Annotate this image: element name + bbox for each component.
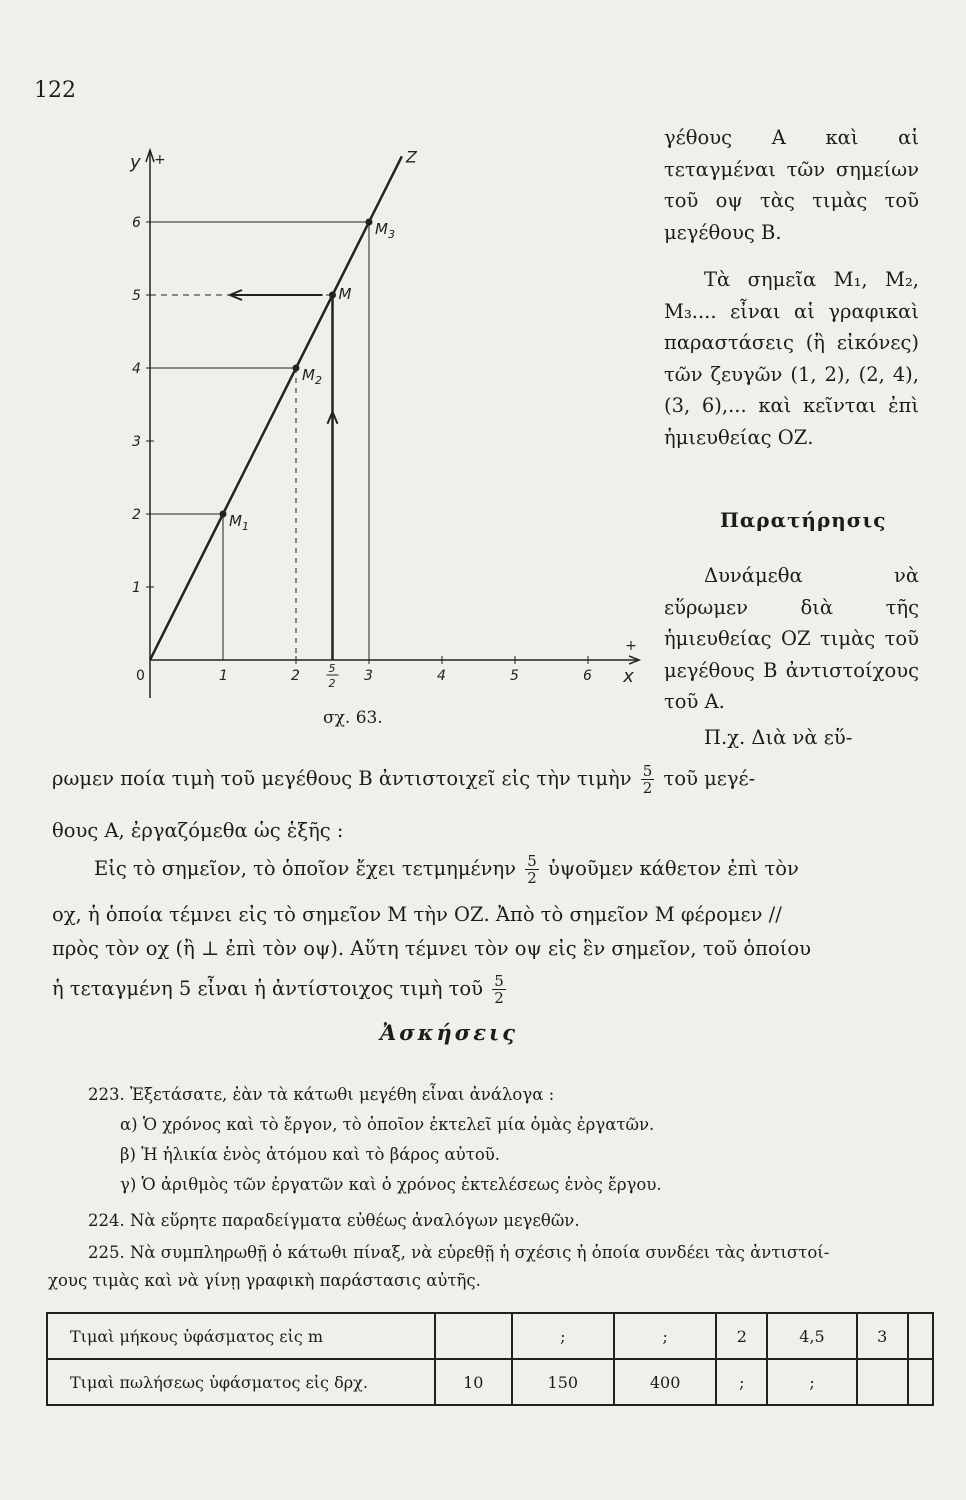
table-row-label: Τιμαὶ πωλήσεως ὑφάσματος εἰς δρχ. <box>47 1359 435 1405</box>
table-row <box>47 1313 933 1359</box>
main-line-6-text: ἡ τεταγμένη 5 εἶναι ἡ ἀντίστοιχος τιμὴ τοῦ <box>52 977 483 1000</box>
main-line-2: θους Α, ἐργαζόμεθα ὡς ἑξῆς : <box>52 819 344 842</box>
x-tick-label: 1 <box>219 668 228 684</box>
x-frac-den: 2 <box>328 677 336 690</box>
main-line-3 <box>94 852 934 886</box>
main-line-3-end: ὑψοῦμεν κάθετον ἐπὶ τὸν <box>547 857 799 880</box>
main-line-4: οχ, ἡ ὁποία τέμνει εἰς τὸ σημεῖον Μ τὴν ΟΖ. Ἀπὸ τὸ σημεῖον Μ φέρομεν // <box>52 903 782 926</box>
side-text <box>664 122 919 453</box>
fraction-5-2: $\frac{5}{2}$ <box>494 972 504 1007</box>
x-axis-plus: + <box>625 638 637 654</box>
origin-label: 0 <box>136 668 145 684</box>
observation-paragraph: Δυνάμεθα νὰ εὕρωμεν διὰ τῆς ἡμιευθείας ΟΖ τιμὰς τοῦ μεγέθους Β ἀντιστοίχους τοῦ Α. <box>664 564 919 713</box>
fraction-5-2: $\frac{5}{2}$ <box>642 762 653 797</box>
x-tick-label: 5 <box>510 668 519 684</box>
exercise-224: 224. Νὰ εὕρητε παραδείγματα εὐθέως ἀναλόγων μεγεθῶν. <box>88 1211 580 1230</box>
point-marker <box>330 292 336 298</box>
point-label: $M_2$ <box>302 366 322 387</box>
table-cell: 2 <box>716 1313 767 1359</box>
table-cell: 3 <box>857 1313 908 1359</box>
y-tick-label: 2 <box>132 507 141 523</box>
figure-graph <box>60 140 660 710</box>
fraction-5-2: $\frac{5}{2}$ <box>527 852 537 887</box>
table-cell <box>857 1359 908 1405</box>
x-tick-label: 2 <box>291 668 300 684</box>
table-cell: 10 <box>435 1359 512 1405</box>
table-cell <box>435 1313 512 1359</box>
exercise-223: 223. Ἐξετάσατε, ἐὰν τὰ κάτωθι μεγέθη εἶναι ἀνάλογα : <box>88 1085 555 1104</box>
main-line-1-end: τοῦ μεγέ- <box>663 767 756 790</box>
point-marker <box>366 219 372 225</box>
point-label: M <box>338 285 352 303</box>
y-tick-label: 4 <box>132 361 141 377</box>
exercises-title: Ἀσκήσεις <box>380 1020 518 1045</box>
table-cell: 400 <box>614 1359 716 1405</box>
table-row <box>47 1359 933 1405</box>
page-number: 122 <box>34 78 76 103</box>
table-cell <box>908 1313 933 1359</box>
table-cell: ; <box>614 1313 716 1359</box>
main-line-1 <box>52 762 892 796</box>
observation-title: Παρατήρησις <box>720 508 887 532</box>
ray-oz <box>150 156 402 660</box>
side-paragraph-1: γέθους Α καὶ αἱ τεταγμέναι τῶν σημείων τοῦ οψ τὰς τιμὰς τοῦ μεγέθους Β. <box>664 126 919 244</box>
point-marker <box>293 365 299 371</box>
y-tick-label: 5 <box>132 288 141 304</box>
table-cell: ; <box>767 1359 856 1405</box>
x-tick-label: 3 <box>364 668 373 684</box>
main-line-5: πρὸς τὸν οχ (ἢ ⊥ ἐπὶ τὸν οψ). Αὕτη τέμνει τὸν οψ εἰς ἓν σημεῖον, τοῦ ὁποίου <box>52 937 811 960</box>
y-tick-label: 1 <box>132 580 141 596</box>
x-tick-label: 6 <box>583 668 592 684</box>
y-axis-label: y <box>130 152 141 173</box>
exercise-225: 225. Νὰ συμπληρωθῇ ὁ κάτωθι πίναξ, νὰ εὑρεθῇ ἡ σχέσις ἡ ὁποία συνδέει τὰς ἀντιστοί- <box>88 1243 830 1262</box>
table-cell: ; <box>512 1313 614 1359</box>
side-paragraph-2: Τὰ σημεῖα Μ₁, Μ₂, Μ₃.... εἶναι αἱ γραφικαὶ παραστάσεις (ἢ εἰκόνες) τῶν ζευγῶν (1, 2), (2, 4), (3, 6),... καὶ κεῖνται ἐπὶ ἡμιευθείας ΟΖ. <box>664 268 919 449</box>
y-tick-label: 6 <box>132 215 141 231</box>
exercise-225-cont: χους τιμὰς καὶ νὰ γίνῃ γραφικὴ παράστασις αὐτῆς. <box>48 1271 481 1290</box>
y-tick-label: 3 <box>132 434 141 450</box>
exercise-223-c: γ) Ὁ ἀριθμὸς τῶν ἐργατῶν καὶ ὁ χρόνος ἐκτελέσεως ἑνὸς ἔργου. <box>120 1175 662 1194</box>
point-label: $M_1$ <box>229 512 249 533</box>
table-cell <box>908 1359 933 1405</box>
exercise-223-a: α) Ὁ χρόνος καὶ τὸ ἔργον, τὸ ὁποῖον ἐκτελεῖ μία ὁμὰς ἐργατῶν. <box>120 1115 655 1134</box>
x-tick-label: 4 <box>437 668 446 684</box>
data-table <box>46 1312 934 1406</box>
table-cell: ; <box>716 1359 767 1405</box>
main-line-6 <box>52 972 892 1006</box>
table-cell: 150 <box>512 1359 614 1405</box>
ray-label: Z <box>405 147 417 167</box>
point-marker <box>220 511 226 517</box>
x-axis-label: x <box>623 666 634 687</box>
y-axis-plus: + <box>154 152 166 168</box>
table-row-label: Τιμαὶ μήκους ὑφάσματος εἰς m <box>47 1313 435 1359</box>
exercise-223-b: β) Ἡ ἡλικία ἑνὸς ἀτόμου καὶ τὸ βάρος αὐτοῦ. <box>120 1145 501 1164</box>
main-line-3-text: Εἰς τὸ σημεῖον, τὸ ὁποῖον ἔχει τετμημένην <box>94 857 517 880</box>
observation-text <box>664 560 919 753</box>
figure-caption: σχ. 63. <box>323 708 383 728</box>
table-cell: 4,5 <box>767 1313 856 1359</box>
observation-example-start: Π.χ. Διὰ νὰ εὕ- <box>704 725 853 749</box>
point-label: $M_3$ <box>375 220 395 241</box>
x-frac-num: 5 <box>328 662 336 675</box>
main-line-1-text: ρωμεν ποία τιμὴ τοῦ μεγέθους Β ἀντιστοιχεῖ εἰς τὴν τιμὴν <box>52 767 632 790</box>
